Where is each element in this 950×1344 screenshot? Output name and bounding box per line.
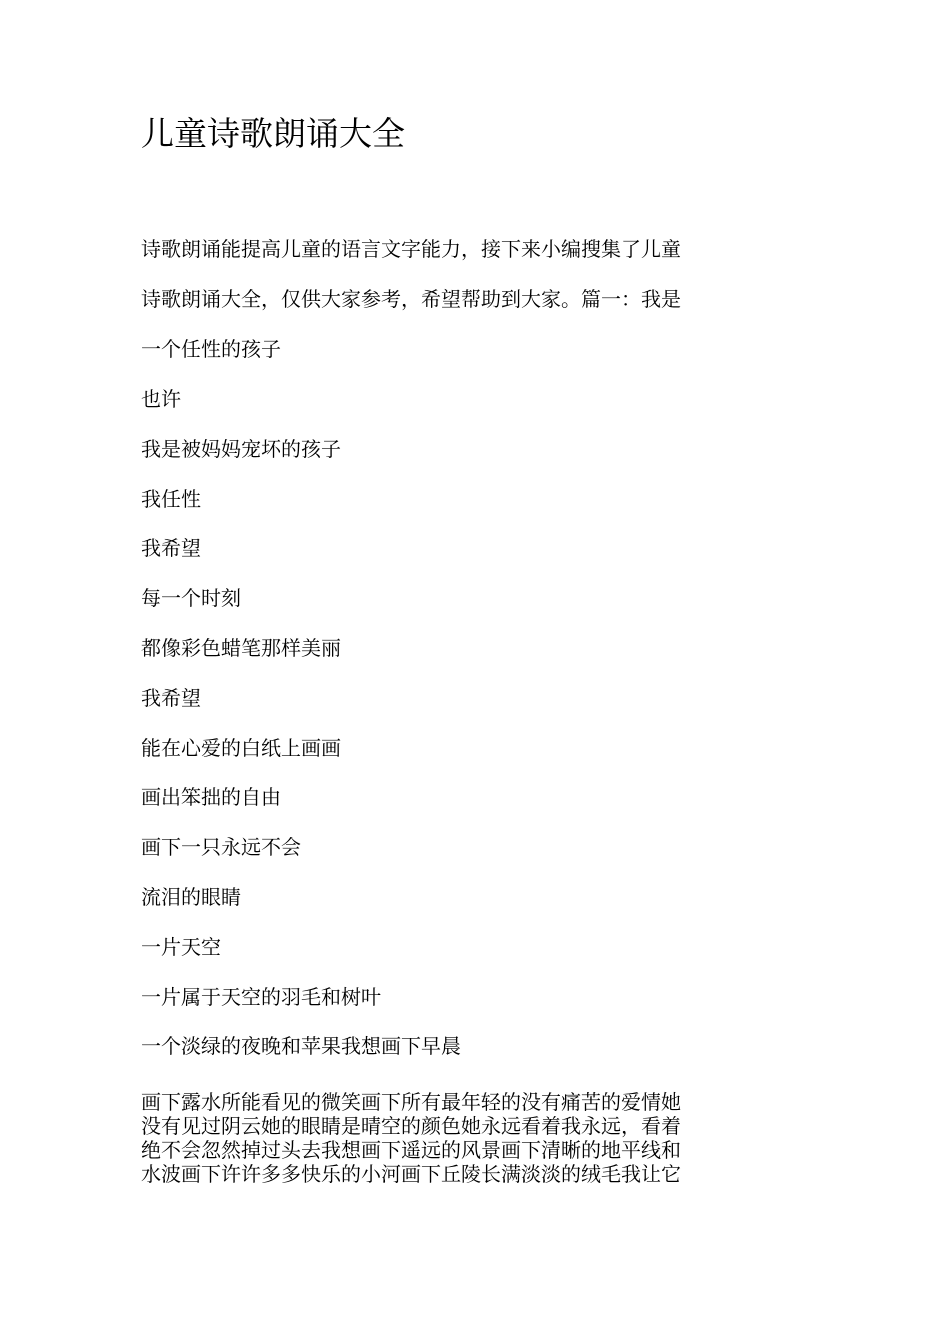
document-title: 儿童诗歌朗诵大全: [141, 114, 405, 153]
text-line: 也许: [141, 387, 181, 411]
text-line: 一片属于天空的羽毛和树叶: [141, 985, 381, 1009]
paragraph-line: 画下露水所能看见的微笑画下所有最年轻的没有痛苦的爱情她: [141, 1090, 681, 1114]
text-line: 我希望: [141, 686, 201, 710]
text-line: 我希望: [141, 536, 201, 560]
text-line: 我任性: [141, 487, 201, 511]
text-line: 我是被妈妈宠坏的孩子: [141, 437, 341, 461]
text-line: 一片天空: [141, 935, 221, 959]
text-line: 画出笨拙的自由: [141, 785, 281, 809]
text-line: 画下一只永远不会: [141, 835, 301, 859]
text-line: 诗歌朗诵能提高儿童的语言文字能力，接下来小编搜集了儿童: [141, 237, 681, 261]
text-line: 诗歌朗诵大全，仅供大家参考，希望帮助到大家。篇一：我是: [141, 287, 681, 311]
body-paragraph: [141, 1090, 717, 1186]
text-line: 能在心爱的白纸上画画: [141, 736, 341, 760]
text-line: 一个淡绿的夜晚和苹果我想画下早晨: [141, 1034, 461, 1058]
text-line: 都像彩色蜡笔那样美丽: [141, 636, 341, 660]
paragraph-line: 没有见过阴云她的眼睛是晴空的颜色她永远看着我永远，看着: [141, 1114, 681, 1138]
text-line: 每一个时刻: [141, 586, 241, 610]
text-line: 一个任性的孩子: [141, 337, 281, 361]
paragraph-line: 水波画下许许多多快乐的小河画下丘陵长满淡淡的绒毛我让它: [141, 1162, 681, 1186]
paragraph-line: 绝不会忽然掉过头去我想画下遥远的风景画下清晰的地平线和: [141, 1138, 681, 1162]
text-line: 流泪的眼睛: [141, 885, 241, 909]
